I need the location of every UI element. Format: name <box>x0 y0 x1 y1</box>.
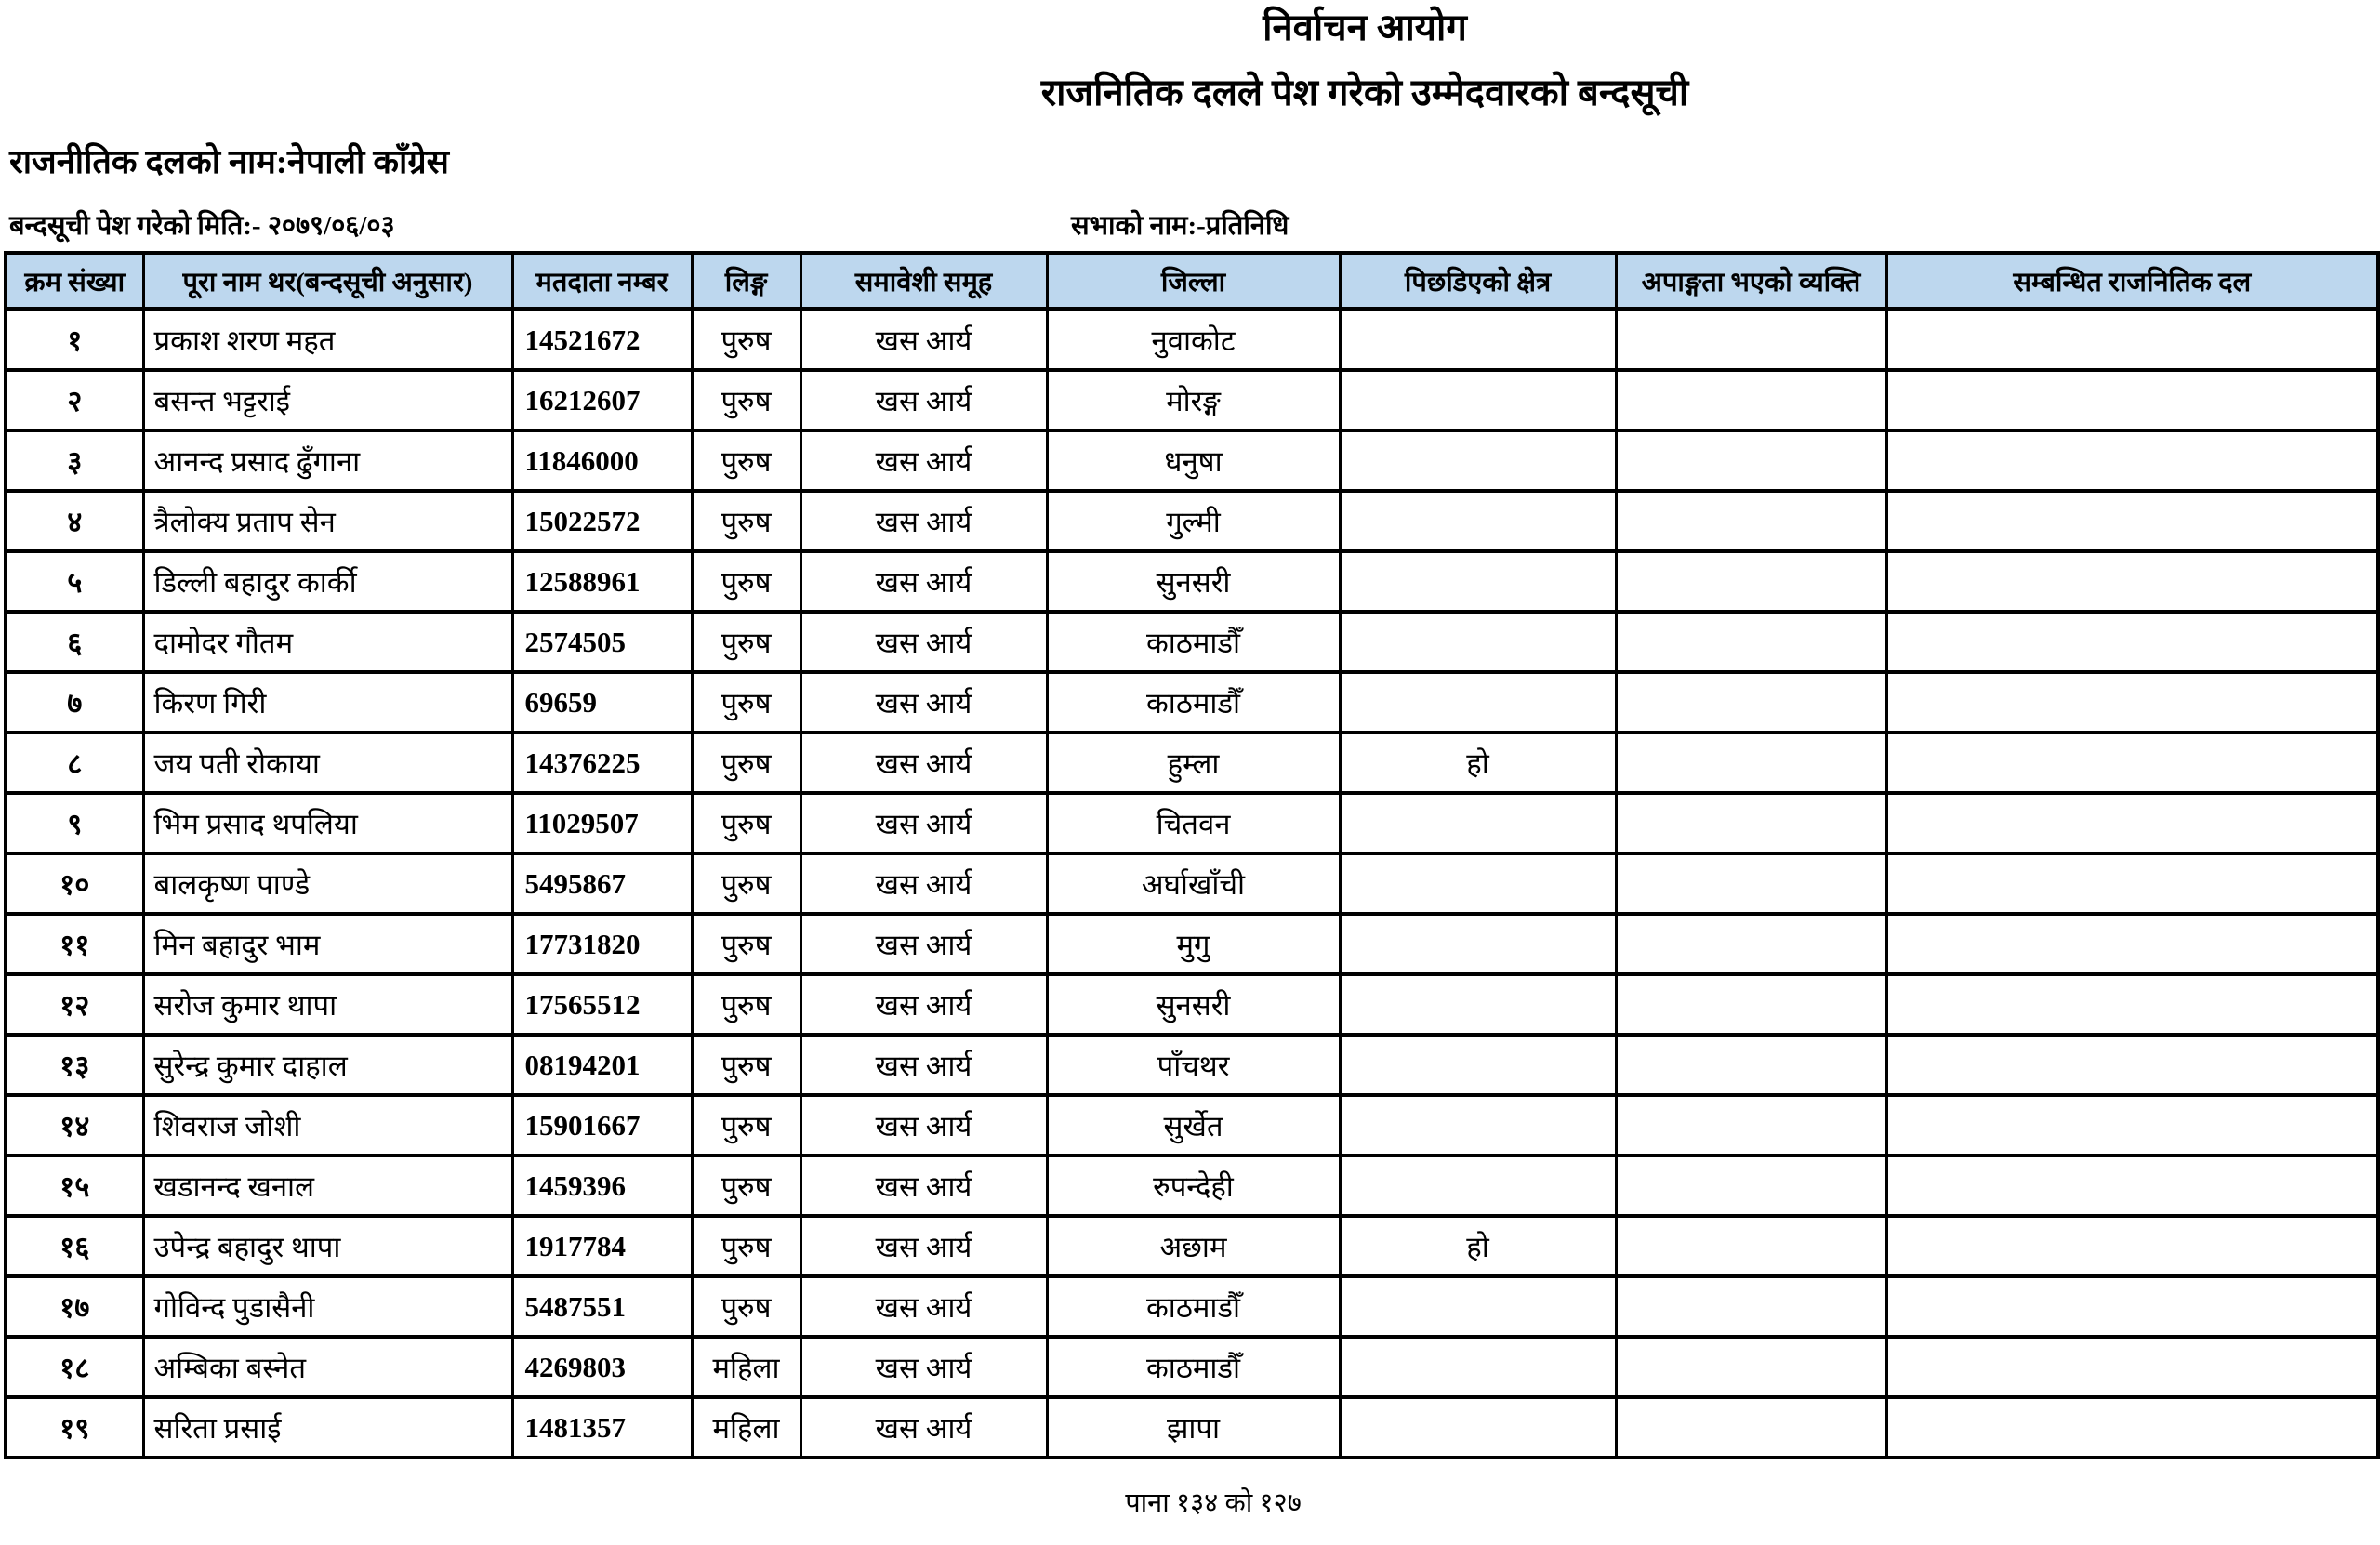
cell-disabled-person <box>1616 1035 1886 1095</box>
cell-full-name: सुरेन्द्र कुमार दाहाल <box>143 1035 512 1095</box>
cell-gender: पुरुष <box>692 1035 800 1095</box>
cell-full-name: भिम प्रसाद थपलिया <box>143 793 512 853</box>
cell-gender: पुरुष <box>692 914 800 974</box>
cell-related-party <box>1886 1035 2378 1095</box>
candidate-row <box>6 612 2378 672</box>
cell-inclusive-group: खस आर्य <box>800 310 1047 371</box>
cell-voter-number: 08194201 <box>512 1035 692 1095</box>
cell-backward-area <box>1340 551 1616 612</box>
cell-district: रुपन्देही <box>1047 1155 1340 1216</box>
table-header-row <box>6 253 2378 310</box>
cell-disabled-person <box>1616 1337 1886 1397</box>
candidate-row <box>6 793 2378 853</box>
cell-backward-area <box>1340 1095 1616 1155</box>
cell-serial: ३ <box>6 430 143 491</box>
candidate-row <box>6 1397 2378 1458</box>
cell-gender: पुरुष <box>692 1216 800 1276</box>
cell-district: हुम्ला <box>1047 733 1340 793</box>
cell-full-name: दामोदर गौतम <box>143 612 512 672</box>
cell-disabled-person <box>1616 551 1886 612</box>
assembly-name-line: सभाको नाम:-प्रतिनिधि <box>1071 211 1289 241</box>
cell-district: अछाम <box>1047 1216 1340 1276</box>
cell-inclusive-group: खस आर्य <box>800 914 1047 974</box>
cell-full-name: अम्बिका बस्नेत <box>143 1337 512 1397</box>
table-body <box>6 310 2378 1459</box>
cell-disabled-person <box>1616 491 1886 551</box>
cell-inclusive-group: खस आर्य <box>800 612 1047 672</box>
cell-district: मोरङ्ग <box>1047 370 1340 430</box>
cell-gender: पुरुष <box>692 430 800 491</box>
cell-inclusive-group: खस आर्य <box>800 430 1047 491</box>
cell-disabled-person <box>1616 733 1886 793</box>
cell-full-name: गोविन्द पुडासैनी <box>143 1276 512 1337</box>
candidate-table <box>4 251 2380 1459</box>
cell-related-party <box>1886 793 2378 853</box>
cell-voter-number: 11029507 <box>512 793 692 853</box>
cell-backward-area <box>1340 310 1616 371</box>
cell-voter-number: 16212607 <box>512 370 692 430</box>
cell-related-party <box>1886 914 2378 974</box>
cell-district: गुल्मी <box>1047 491 1340 551</box>
cell-serial: ४ <box>6 491 143 551</box>
cell-disabled-person <box>1616 310 1886 371</box>
cell-full-name: प्रकाश शरण महत <box>143 310 512 371</box>
cell-full-name: बालकृष्ण पाण्डे <box>143 853 512 914</box>
cell-related-party <box>1886 551 2378 612</box>
cell-inclusive-group: खस आर्य <box>800 1397 1047 1458</box>
candidate-row <box>6 853 2378 914</box>
cell-serial: १९ <box>6 1397 143 1458</box>
candidate-row <box>6 1095 2378 1155</box>
party-name-line: राजनीतिक दलको नाम:नेपाली काँग्रेस <box>9 143 449 180</box>
cell-related-party <box>1886 370 2378 430</box>
cell-serial: १६ <box>6 1216 143 1276</box>
cell-district: काठमाडौँ <box>1047 1276 1340 1337</box>
cell-backward-area: हो <box>1340 733 1616 793</box>
col-header-voter-number: मतदाता नम्बर <box>512 253 692 310</box>
col-header-related-party: सम्बन्धित राजनितिक दल <box>1886 253 2378 310</box>
cell-backward-area <box>1340 1397 1616 1458</box>
cell-voter-number: 17731820 <box>512 914 692 974</box>
cell-related-party <box>1886 974 2378 1035</box>
cell-full-name: डिल्ली बहादुर कार्की <box>143 551 512 612</box>
cell-district: सुर्खेत <box>1047 1095 1340 1155</box>
cell-backward-area <box>1340 672 1616 733</box>
candidate-row <box>6 1155 2378 1216</box>
cell-backward-area <box>1340 793 1616 853</box>
cell-related-party <box>1886 1155 2378 1216</box>
cell-disabled-person <box>1616 1216 1886 1276</box>
col-header-district: जिल्ला <box>1047 253 1340 310</box>
cell-full-name: मिन बहादुर भाम <box>143 914 512 974</box>
cell-serial: २ <box>6 370 143 430</box>
cell-district: मुगु <box>1047 914 1340 974</box>
org-title: निर्वाचन आयोग <box>1263 7 1467 48</box>
cell-full-name: बसन्त भट्टराई <box>143 370 512 430</box>
cell-related-party <box>1886 1276 2378 1337</box>
cell-disabled-person <box>1616 1397 1886 1458</box>
cell-disabled-person <box>1616 853 1886 914</box>
candidate-row <box>6 430 2378 491</box>
cell-voter-number: 1459396 <box>512 1155 692 1216</box>
cell-serial: ७ <box>6 672 143 733</box>
cell-full-name: खडानन्द खनाल <box>143 1155 512 1216</box>
cell-inclusive-group: खस आर्य <box>800 793 1047 853</box>
cell-serial: ६ <box>6 612 143 672</box>
cell-backward-area <box>1340 853 1616 914</box>
cell-voter-number: 5487551 <box>512 1276 692 1337</box>
candidate-row <box>6 1216 2378 1276</box>
cell-voter-number: 1481357 <box>512 1397 692 1458</box>
cell-disabled-person <box>1616 1095 1886 1155</box>
cell-gender: पुरुष <box>692 1155 800 1216</box>
cell-district: अर्घाखाँची <box>1047 853 1340 914</box>
cell-related-party <box>1886 853 2378 914</box>
cell-related-party <box>1886 612 2378 672</box>
cell-gender: पुरुष <box>692 974 800 1035</box>
cell-related-party <box>1886 1216 2378 1276</box>
cell-backward-area: हो <box>1340 1216 1616 1276</box>
cell-serial: १७ <box>6 1276 143 1337</box>
cell-district: पाँचथर <box>1047 1035 1340 1095</box>
cell-inclusive-group: खस आर्य <box>800 1095 1047 1155</box>
cell-inclusive-group: खस आर्य <box>800 1155 1047 1216</box>
cell-serial: ११ <box>6 914 143 974</box>
candidate-row <box>6 310 2378 371</box>
cell-serial: १२ <box>6 974 143 1035</box>
cell-voter-number: 2574505 <box>512 612 692 672</box>
cell-voter-number: 15022572 <box>512 491 692 551</box>
cell-backward-area <box>1340 612 1616 672</box>
cell-backward-area <box>1340 1155 1616 1216</box>
cell-inclusive-group: खस आर्य <box>800 733 1047 793</box>
cell-backward-area <box>1340 370 1616 430</box>
cell-full-name: त्रैलोक्य प्रताप सेन <box>143 491 512 551</box>
cell-voter-number: 11846000 <box>512 430 692 491</box>
candidate-row <box>6 733 2378 793</box>
cell-disabled-person <box>1616 672 1886 733</box>
cell-backward-area <box>1340 1035 1616 1095</box>
cell-voter-number: 5495867 <box>512 853 692 914</box>
cell-district: नुवाकोट <box>1047 310 1340 371</box>
cell-disabled-person <box>1616 793 1886 853</box>
cell-disabled-person <box>1616 370 1886 430</box>
cell-inclusive-group: खस आर्य <box>800 1035 1047 1095</box>
cell-gender: पुरुष <box>692 1276 800 1337</box>
cell-full-name: सरिता प्रसाई <box>143 1397 512 1458</box>
cell-inclusive-group: खस आर्य <box>800 1216 1047 1276</box>
cell-related-party <box>1886 310 2378 371</box>
cell-backward-area <box>1340 1337 1616 1397</box>
cell-full-name: सरोज कुमार थापा <box>143 974 512 1035</box>
cell-full-name: किरण गिरी <box>143 672 512 733</box>
col-header-serial: क्रम संख्या <box>6 253 143 310</box>
cell-district: चितवन <box>1047 793 1340 853</box>
cell-voter-number: 12588961 <box>512 551 692 612</box>
cell-full-name: आनन्द प्रसाद ढुँगाना <box>143 430 512 491</box>
cell-district: सुनसरी <box>1047 974 1340 1035</box>
cell-disabled-person <box>1616 1155 1886 1216</box>
cell-serial: ५ <box>6 551 143 612</box>
cell-district: काठमाडौँ <box>1047 1337 1340 1397</box>
col-header-full-name: पूरा नाम थर(बन्दसूची अनुसार) <box>143 253 512 310</box>
doc-title: राजनितिक दलले पेश गरेको उम्मेदवारको बन्दसूची <box>1040 72 1689 113</box>
cell-inclusive-group: खस आर्य <box>800 853 1047 914</box>
cell-voter-number: 17565512 <box>512 974 692 1035</box>
cell-gender: पुरुष <box>692 733 800 793</box>
candidate-row <box>6 1276 2378 1337</box>
cell-inclusive-group: खस आर्य <box>800 974 1047 1035</box>
cell-backward-area <box>1340 1276 1616 1337</box>
cell-backward-area <box>1340 974 1616 1035</box>
cell-serial: १० <box>6 853 143 914</box>
cell-district: झापा <box>1047 1397 1340 1458</box>
cell-inclusive-group: खस आर्य <box>800 370 1047 430</box>
cell-disabled-person <box>1616 974 1886 1035</box>
cell-serial: १८ <box>6 1337 143 1397</box>
col-header-disabled-person: अपाङ्गता भएको व्यक्ति <box>1616 253 1886 310</box>
cell-voter-number: 1917784 <box>512 1216 692 1276</box>
cell-gender: पुरुष <box>692 853 800 914</box>
cell-disabled-person <box>1616 612 1886 672</box>
cell-related-party <box>1886 1337 2378 1397</box>
cell-gender: पुरुष <box>692 491 800 551</box>
cell-voter-number: 69659 <box>512 672 692 733</box>
cell-inclusive-group: खस आर्य <box>800 491 1047 551</box>
cell-voter-number: 14521672 <box>512 310 692 371</box>
candidate-row <box>6 1337 2378 1397</box>
cell-backward-area <box>1340 430 1616 491</box>
cell-related-party <box>1886 733 2378 793</box>
cell-inclusive-group: खस आर्य <box>800 551 1047 612</box>
cell-related-party <box>1886 491 2378 551</box>
cell-serial: १५ <box>6 1155 143 1216</box>
cell-inclusive-group: खस आर्य <box>800 672 1047 733</box>
candidate-row <box>6 551 2378 612</box>
cell-serial: ८ <box>6 733 143 793</box>
cell-gender: पुरुष <box>692 551 800 612</box>
cell-related-party <box>1886 430 2378 491</box>
submission-date-line: बन्दसूची पेश गरेको मिति:- २०७९/०६/०३ <box>9 211 395 241</box>
cell-serial: १४ <box>6 1095 143 1155</box>
candidate-row <box>6 1035 2378 1095</box>
col-header-inclusive-group: समावेशी समूह <box>800 253 1047 310</box>
cell-inclusive-group: खस आर्य <box>800 1276 1047 1337</box>
cell-full-name: जय पती रोकाया <box>143 733 512 793</box>
col-header-backward-area: पिछडिएको क्षेत्र <box>1340 253 1616 310</box>
candidate-row <box>6 672 2378 733</box>
cell-district: सुनसरी <box>1047 551 1340 612</box>
cell-district: धनुषा <box>1047 430 1340 491</box>
cell-gender: महिला <box>692 1397 800 1458</box>
cell-related-party <box>1886 1095 2378 1155</box>
cell-gender: पुरुष <box>692 1095 800 1155</box>
candidate-row <box>6 370 2378 430</box>
cell-related-party <box>1886 672 2378 733</box>
cell-full-name: शिवराज जोशी <box>143 1095 512 1155</box>
cell-serial: १ <box>6 310 143 371</box>
cell-gender: पुरुष <box>692 310 800 371</box>
col-header-gender: लिङ्ग <box>692 253 800 310</box>
cell-gender: पुरुष <box>692 672 800 733</box>
cell-gender: पुरुष <box>692 793 800 853</box>
cell-serial: ९ <box>6 793 143 853</box>
cell-voter-number: 15901667 <box>512 1095 692 1155</box>
cell-gender: पुरुष <box>692 612 800 672</box>
candidate-row <box>6 491 2378 551</box>
cell-disabled-person <box>1616 1276 1886 1337</box>
cell-gender: महिला <box>692 1337 800 1397</box>
cell-district: काठमाडौँ <box>1047 612 1340 672</box>
cell-related-party <box>1886 1397 2378 1458</box>
cell-voter-number: 14376225 <box>512 733 692 793</box>
cell-inclusive-group: खस आर्य <box>800 1337 1047 1397</box>
page-number: पाना १३४ को १२७ <box>1125 1488 1302 1518</box>
cell-serial: १३ <box>6 1035 143 1095</box>
cell-voter-number: 4269803 <box>512 1337 692 1397</box>
cell-full-name: उपेन्द्र बहादुर थापा <box>143 1216 512 1276</box>
cell-backward-area <box>1340 491 1616 551</box>
cell-disabled-person <box>1616 914 1886 974</box>
cell-backward-area <box>1340 914 1616 974</box>
cell-district: काठमाडौँ <box>1047 672 1340 733</box>
cell-disabled-person <box>1616 430 1886 491</box>
candidate-row <box>6 974 2378 1035</box>
cell-gender: पुरुष <box>692 370 800 430</box>
candidate-row <box>6 914 2378 974</box>
